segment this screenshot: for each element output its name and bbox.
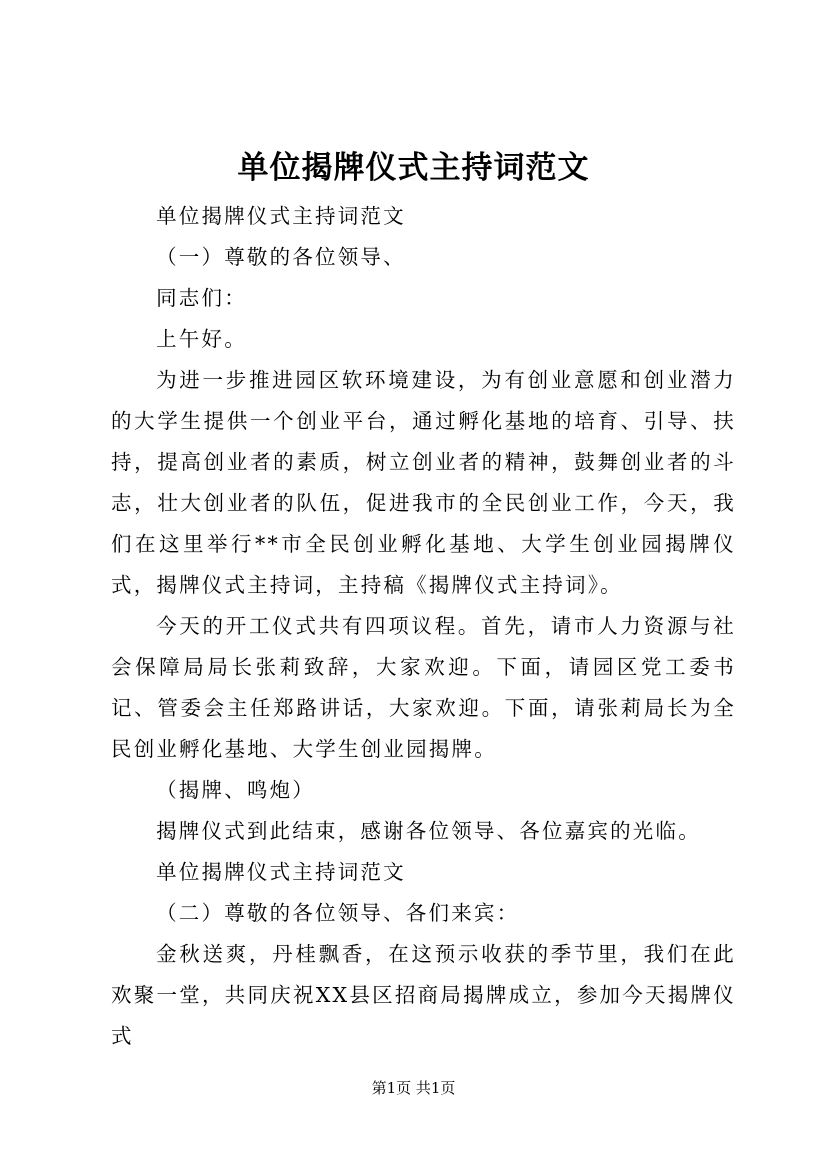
paragraph: （二）尊敬的各位领导、各们来宾： xyxy=(156,901,520,925)
paragraph: 单位揭牌仪式主持词范文 xyxy=(156,860,406,884)
paragraph: 金秋送爽，丹桂飘香，在这预示收获的季节里，我们在此欢聚一堂，共同庆祝XX县区招商局揭牌成立，参加今天揭牌仪式 xyxy=(111,942,736,1048)
paragraph: 单位揭牌仪式主持词范文 xyxy=(156,204,406,228)
paragraph: （揭牌、鸣炮） xyxy=(156,778,315,802)
document-title: 单位揭牌仪式主持词范文 xyxy=(237,150,590,186)
paragraph: 揭牌仪式到此结束，感谢各位领导、各位嘉宾的光临。 xyxy=(156,819,701,843)
document-body xyxy=(111,196,736,1057)
paragraph: 同志们： xyxy=(156,286,247,310)
paragraph: 上午好。 xyxy=(156,327,247,351)
paragraph: 为进一步推进园区软环境建设，为有创业意愿和创业潜力的大学生提供一个创业平台，通过孵化基地的培育、引导、扶持，提高创业者的素质，树立创业者的精神，鼓舞创业者的斗志，壮大创业者的队伍，促进我市的全民创业工作，今天，我们在这里举行**市全民创业孵化基地、大学生创业园揭牌仪式，揭牌仪式主持词，主持稿《揭牌仪式主持词》。 xyxy=(111,368,736,597)
page-footer: 第1页 共1页 xyxy=(371,1079,456,1097)
paragraph: 今天的开工仪式共有四项议程。首先，请市人力资源与社会保障局局长张莉致辞，大家欢迎。下面，请园区党工委书记、管委会主任郑路讲话，大家欢迎。下面，请张莉局长为全民创业孵化基地、大学生创业园揭牌。 xyxy=(111,614,736,761)
paragraph: （一）尊敬的各位领导、 xyxy=(156,245,406,269)
